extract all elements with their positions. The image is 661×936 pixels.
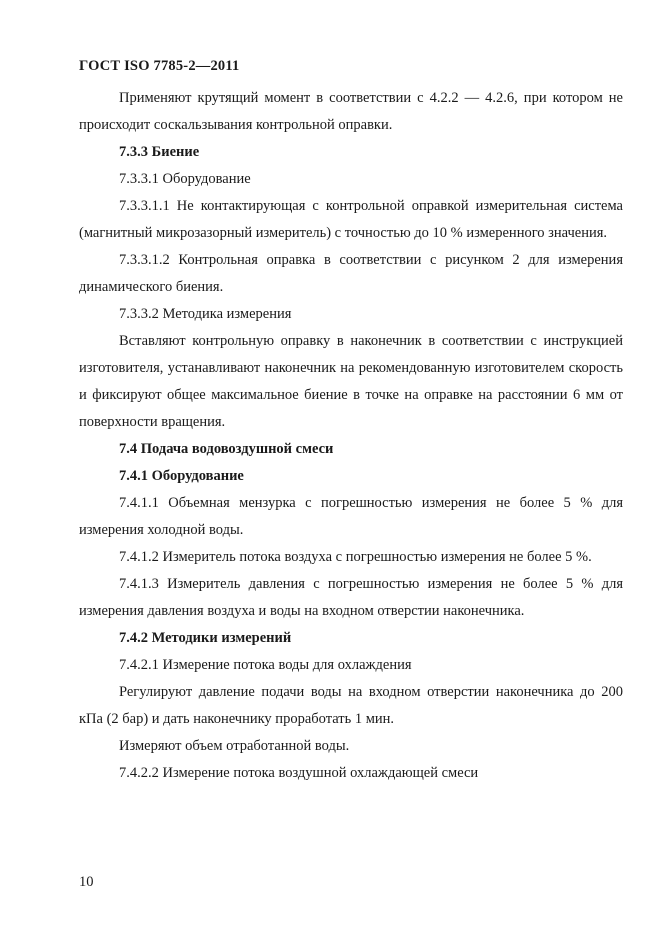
page-number: 10 [79,874,94,890]
document-body [79,85,623,787]
paragraph-measure-volume: Измеряют объем отработанной воды. [119,738,350,754]
subsection-heading-7-4-2-1: 7.4.2.1 Измерение потока воды для охлаждения [119,657,412,673]
paragraph-7-3-3-1-2: 7.3.3.1.2 Контрольная оправка в соответствии с рисунком 2 для измерения динамического биения. [79,252,623,295]
paragraph-torque: Применяют крутящий момент в соответствии с 4.2.2 — 4.2.6, при котором не происходит соскальзывания контрольной оправки. [79,90,623,133]
paragraph-7-4-1-2: 7.4.1.2 Измеритель потока воздуха с погрешностью измерения не более 5 %. [119,549,592,565]
paragraph-7-3-3-1-1: 7.3.3.1.1 Не контактирующая с контрольной оправкой измерительная система (магнитный микрозазорный измеритель) с точностью до 10 % измеренного значения. [79,198,623,241]
document-header-code: ГОСТ ISO 7785-2—2011 [79,58,240,74]
section-heading-7-4-2: 7.4.2 Методики измерений [119,630,292,646]
section-heading-7-4-1: 7.4.1 Оборудование [119,468,244,484]
section-heading-7-4: 7.4 Подача водовоздушной смеси [119,441,334,457]
subsection-heading-7-4-2-2: 7.4.2.2 Измерение потока воздушной охлаждающей смеси [119,765,479,781]
subsection-heading-7-3-3-1: 7.3.3.1 Оборудование [119,171,251,187]
subsection-heading-7-3-3-2: 7.3.3.2 Методика измерения [119,306,292,322]
paragraph-7-4-1-1: 7.4.1.1 Объемная мензурка с погрешностью измерения не более 5 % для измерения холодной воды. [79,495,623,538]
paragraph-7-4-1-3: 7.4.1.3 Измеритель давления с погрешностью измерения не более 5 % для измерения давления воздуха и воды на входном отверстии наконечника. [79,576,623,619]
paragraph-method-runout: Вставляют контрольную оправку в наконечник в соответствии с инструкцией изготовителя, устанавливают наконечник на рекомендованную изготовителем скорость и фиксируют общее максимальное биение в точке на оправке на расстоянии 6 мм от поверхности вращения. [79,333,623,430]
paragraph-water-pressure: Регулируют давление подачи воды на входном отверстии наконечника до 200 кПа (2 бар) и дать наконечнику проработать 1 мин. [79,684,623,727]
section-heading-7-3-3: 7.3.3 Биение [119,144,200,160]
